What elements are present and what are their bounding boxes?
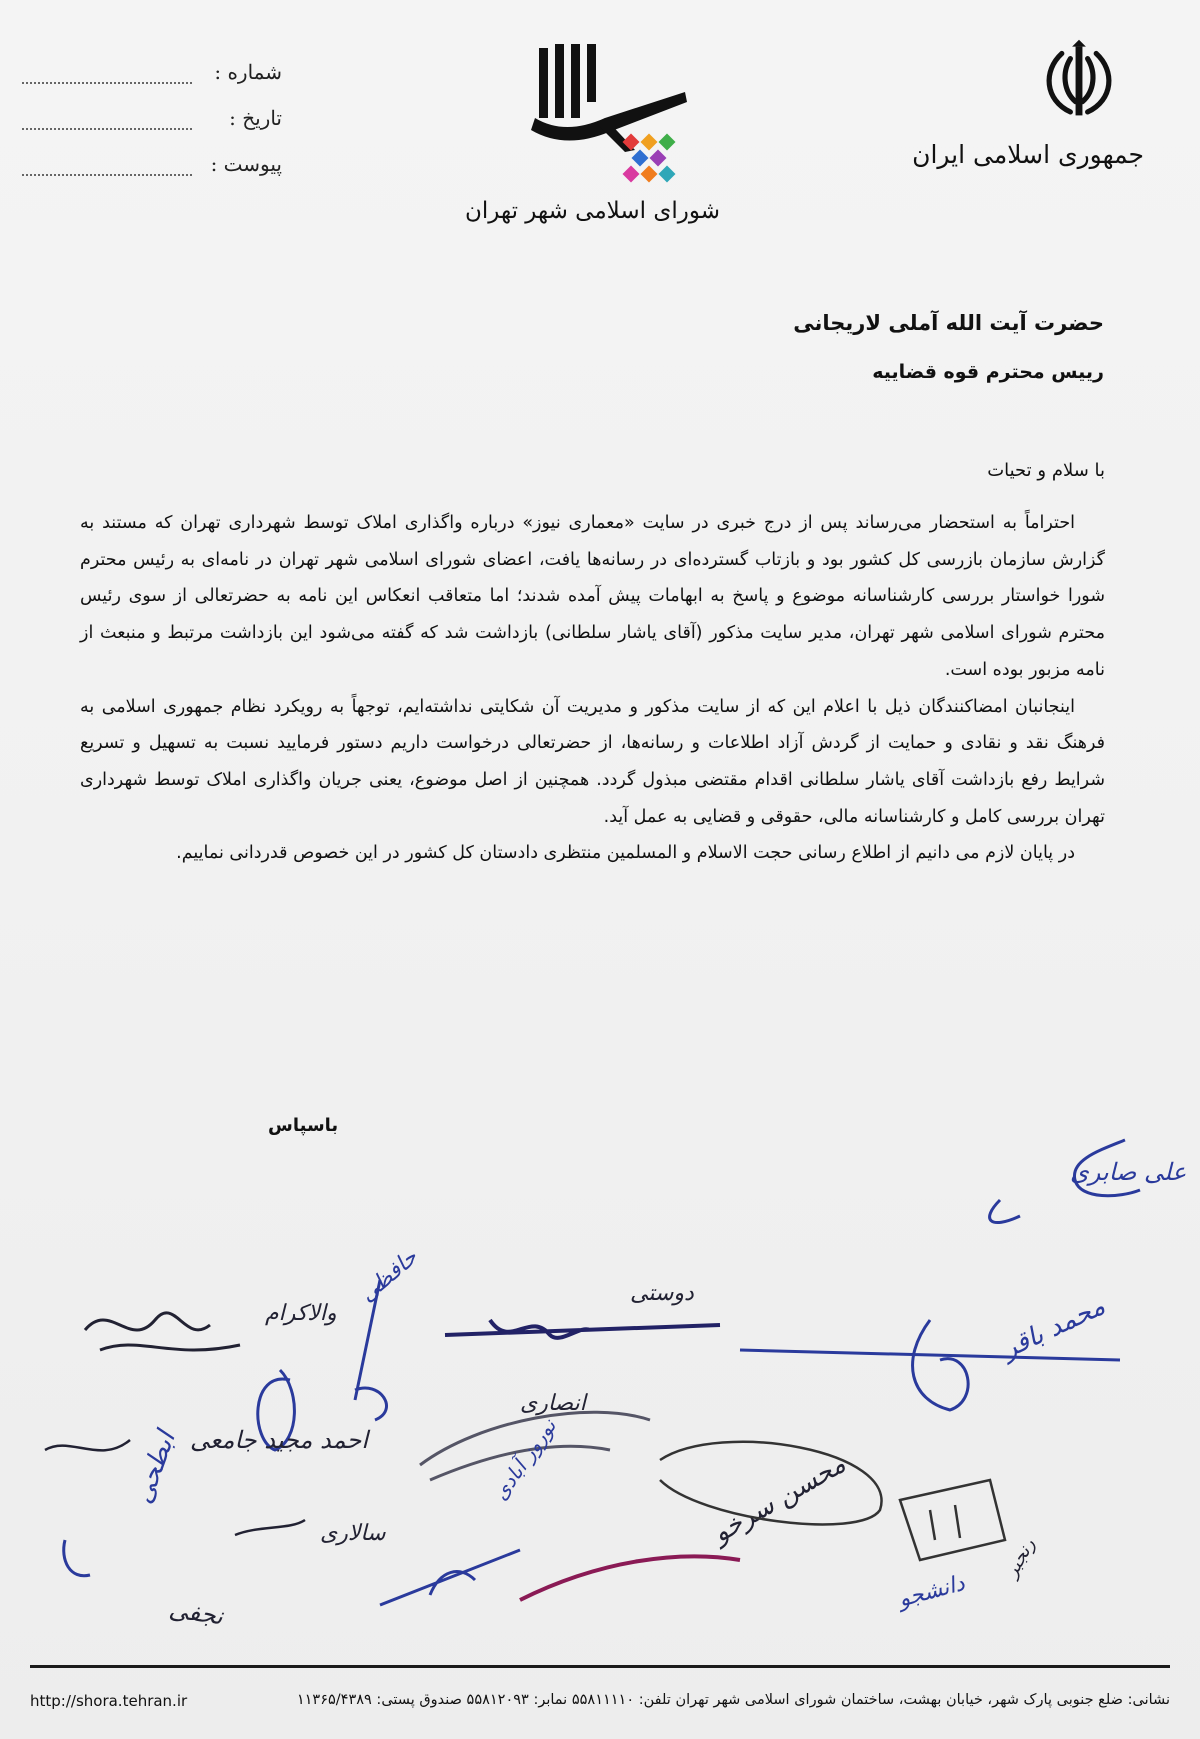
footer-divider — [30, 1665, 1170, 1668]
signature-name: سالاری — [320, 1521, 386, 1546]
closing-thanks: باسپاس — [268, 1115, 339, 1136]
signature-name: ابطحی — [128, 1427, 182, 1508]
field-date-line — [22, 128, 192, 130]
paragraph: اینجانبان امضاکنندگان ذیل با اعلام این که از سایت مذکور و مدیریت آن شکایتی نداشته‌ایم، توجهاً به رویکرد نظام جمهوری اسلامی به فرهنگ نقد و نقادی و حمایت از گردش آزاد اطلاعات و رسانه‌ها، از حضرتعالی درخواست داریم دستور فرمایید نسبت به تسهیل و تسریع شرایط رفع بازداشت آقای یاشار سلطانی اقدام مقتضی مبذول گردد. همچنین از اصل موضوع، یعنی جریان واگذاری املاک توسط شهرداری تهران بررسی کامل و کارشناسانه مالی، حقوقی و قضایی به عمل آید. — [80, 696, 1105, 827]
footer-url: http://shora.tehran.ir — [30, 1692, 188, 1710]
signature-name: والاکرام — [265, 1301, 337, 1326]
signature-mohammad-bagher — [740, 1291, 1120, 1410]
signature-najafi — [167, 1595, 226, 1630]
signature-name: محسن سرخو — [707, 1449, 851, 1550]
signature-name: حافظی — [355, 1245, 423, 1308]
field-attachment-line — [22, 174, 192, 176]
field-number-line — [22, 82, 192, 84]
salutation: با سلام و تحیات — [987, 460, 1105, 481]
signature-name: انصاری — [520, 1391, 586, 1416]
field-attachment — [22, 152, 282, 182]
signature-jameei — [45, 1426, 370, 1454]
signature-name: نجفی — [167, 1595, 225, 1630]
council-name: شورای اسلامی شهر تهران — [465, 198, 720, 224]
field-date-label: تاریخ : — [229, 106, 282, 130]
signature-name: احمد مجید جامعی — [190, 1426, 369, 1454]
signature-hafezi — [258, 1245, 423, 1450]
country-name: جمهوری اسلامی ایران — [912, 140, 1144, 169]
signature-name: دانشجو — [895, 1570, 968, 1613]
signature-name: نوروز آبادی — [487, 1414, 561, 1505]
paragraph: در پایان لازم می دانیم از اطلاع رسانی حجت الاسلام و المسلمین منتظری دادستان کل کشور در این خصوص قدردانی نماییم. — [176, 843, 1075, 864]
field-date — [22, 106, 282, 136]
signatures-area — [0, 1120, 1200, 1630]
signature-name: علی صابری — [1070, 1158, 1187, 1186]
field-number-label: شماره : — [214, 60, 282, 84]
signature-nowrouzabadi — [380, 1413, 562, 1605]
field-number — [22, 60, 282, 90]
addressee-title: رییس محترم قوه قضاییه — [872, 361, 1104, 383]
iran-emblem-icon — [1036, 38, 1122, 124]
signature-name: محمد باقر — [997, 1291, 1110, 1365]
signature-saberi — [990, 1140, 1187, 1223]
footer — [30, 1692, 1170, 1718]
footer-address: نشانی: ضلع جنوبی پارک شهر، خیابان بهشت، ساختمان شورای اسلامی شهر تهران تلفن: ۵۵۸۱۱۱۱۰ نمابر: ۵۵۸۱۲۰۹۳ صندوق پستی: ۱۱۳۶۵/۴۳۸۹ — [296, 1692, 1170, 1708]
signature-valakram — [85, 1301, 337, 1350]
addressee-name: حضرت آیت الله آملی لاریجانی — [793, 311, 1104, 335]
council-logo-icon — [525, 40, 710, 200]
paragraph: احتراماً به استحضار می‌رساند پس از درج خبری در سایت «معماری نیوز» درباره واگذاری املاک توسط شهرداری تهران که مستند به گزارش سازمان بازرسی کل کشور بود و بازتاب گسترده‌ای در رسانه‌ها یافت، اعضای شورای اسلامی شهر تهران در نامه‌ای به رئیس محترم شورا خواستار بررسی کارشناسانه موضوع و پاسخ به ابهامات پیش آمده شدند؛ اما متعاقب انعکاس این نامه به حضرتعالی از سوی رئیس محترم شورای اسلامی شهر تهران، مدیر سایت مذکور (آقای یاشار سلطانی) بازداشت شد که گفته می‌شود این بازداشت مرتبط و منبعث از نامه مزبور بوده است. — [80, 513, 1105, 680]
signature-name: رنجبر — [1000, 1535, 1040, 1581]
signature-dousti — [445, 1281, 720, 1338]
signature-name: دوستی — [630, 1281, 694, 1306]
field-attachment-label: پیوست : — [210, 152, 282, 176]
letter-body — [80, 505, 1105, 872]
signature-ranjbar — [900, 1480, 1040, 1583]
signature-salari — [235, 1520, 386, 1546]
